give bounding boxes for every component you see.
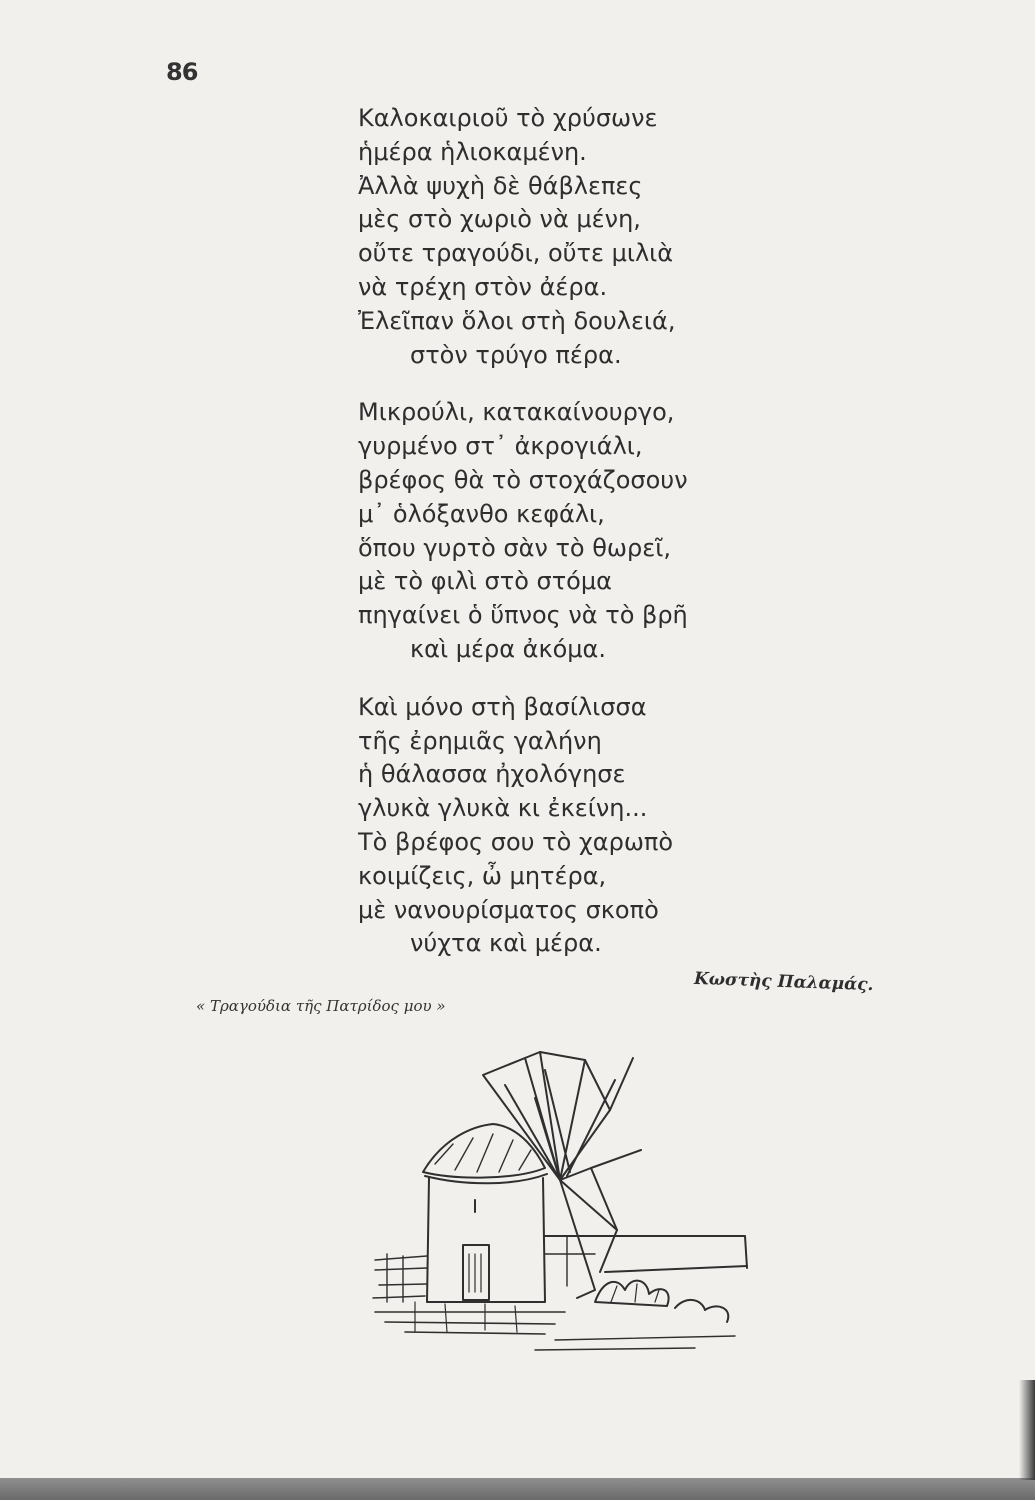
windmill-sketch-icon (355, 1040, 775, 1370)
poem-line: γλυκὰ γλυκὰ κι ἐκείνη... (358, 794, 648, 823)
author-signature: Κωστὴς Παλαμάς. (693, 968, 874, 996)
stanza-1 (358, 102, 778, 372)
poem-line-refrain: νύχτα καὶ μέρα. (410, 929, 602, 958)
poem-line: τῆς ἐρημιᾶς γαλήνη (358, 726, 602, 755)
poem-line-refrain: καὶ μέρα ἀκόμα. (410, 634, 607, 663)
poem-line: κοιμίζεις, ὦ μητέρα, (358, 861, 607, 890)
poem-line: μὲ νανουρίσματος σκοπὸ (358, 895, 659, 924)
windmill-roof (423, 1124, 545, 1178)
poem-line-refrain: στὸν τρύγο πέρα. (410, 340, 622, 369)
page-corner-shadow (1019, 1380, 1035, 1480)
windmill-sails (483, 1052, 641, 1298)
poem-line: οὔτε τραγούδι, οὔτε μιλιὰ (358, 239, 674, 268)
poem-line: μὲ τὸ φιλὶ στὸ στόμα (358, 567, 612, 596)
poem-line: νὰ τρέχη στὸν ἀέρα. (358, 272, 608, 301)
poem-line: ὅπου γυρτὸ σὰν τὸ θωρεῖ, (358, 533, 671, 562)
poem-line: Τὸ βρέφος σου τὸ χαρωπὸ (358, 827, 674, 856)
poem-line: Ἀλλὰ ψυχὴ δὲ θάβλεπες (358, 171, 643, 200)
poem-line: ἡ θάλασσα ἠχολόγησε (358, 760, 626, 789)
source-title: « Τραγούδια τῆς Πατρίδος μου » (196, 997, 446, 1015)
poem-line: Καλοκαιριοῦ τὸ χρύσωνε (358, 104, 658, 132)
poem-line: γυρμένο στ᾽ ἀκρογιάλι, (358, 432, 643, 461)
windmill-door (463, 1245, 489, 1300)
poem (358, 102, 778, 985)
page-number: 86 (166, 58, 198, 86)
poem-line: ἡμέρα ἡλιοκαμένη. (358, 137, 587, 166)
poem-line: πηγαίνει ὁ ὕπνος νὰ τὸ βρῆ (358, 601, 688, 630)
poem-line: βρέφος θὰ τὸ στοχάζοσουν (358, 465, 688, 494)
poem-line: Καὶ μόνο στὴ βασίλισσα (358, 692, 647, 721)
stanza-2 (358, 396, 778, 666)
stanza-3 (358, 691, 778, 961)
poem-line: Μικρούλι, κατακαίνουργο, (358, 398, 675, 427)
windmill-tower (427, 1178, 545, 1302)
poem-line: Ἐλεῖπαν ὅλοι στὴ δουλειά, (358, 306, 676, 335)
poem-line: μ᾽ ὁλόξανθο κεφάλι, (358, 499, 605, 528)
page-edge-shadow (0, 1478, 1035, 1500)
poem-line: μὲς στὸ χωριὸ νὰ μένη, (358, 205, 641, 234)
